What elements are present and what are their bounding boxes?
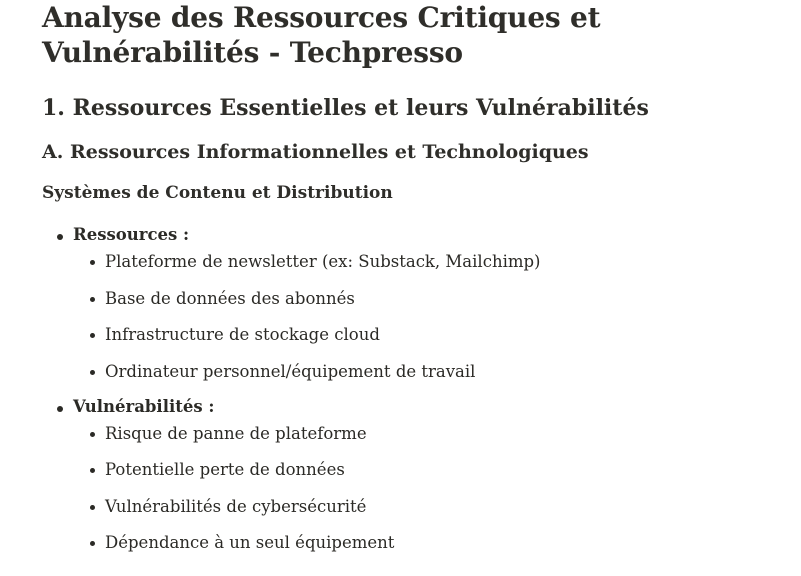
list-item: Vulnérabilités de cybersécurité: [73, 496, 782, 517]
list-item: Potentielle perte de données: [73, 459, 782, 480]
section-heading: 1. Ressources Essentielles et leurs Vulnérabilités: [42, 95, 649, 121]
list-item: Infrastructure de stockage cloud: [73, 324, 782, 345]
vulnerabilites-sublist: [73, 423, 782, 554]
list-item-vulnerabilites: [42, 396, 782, 554]
document-title: Analyse des Ressources Critiques et Vulnérabilités - Techpresso: [42, 1, 601, 69]
list-item: Risque de panne de plateforme: [73, 423, 782, 444]
list-item: Dépendance à un seul équipement: [73, 532, 782, 553]
list-item-ressources: [42, 224, 782, 382]
group-label-ressources: Ressources :: [73, 225, 190, 244]
ressources-sublist: [73, 251, 782, 382]
group-label-vulnerabilites: Vulnérabilités :: [73, 396, 215, 416]
subsubsection-heading: Systèmes de Contenu et Distribution: [42, 183, 393, 203]
subsection-heading: A. Ressources Informationnelles et Technologiques: [42, 141, 589, 163]
document-content: [42, 0, 782, 567]
list-item: Base de données des abonnés: [73, 288, 782, 309]
list-item: Ordinateur personnel/équipement de travail: [73, 361, 782, 382]
resource-groups-list: [42, 224, 782, 553]
list-item: Plateforme de newsletter (ex: Substack, Mailchimp): [73, 251, 782, 272]
